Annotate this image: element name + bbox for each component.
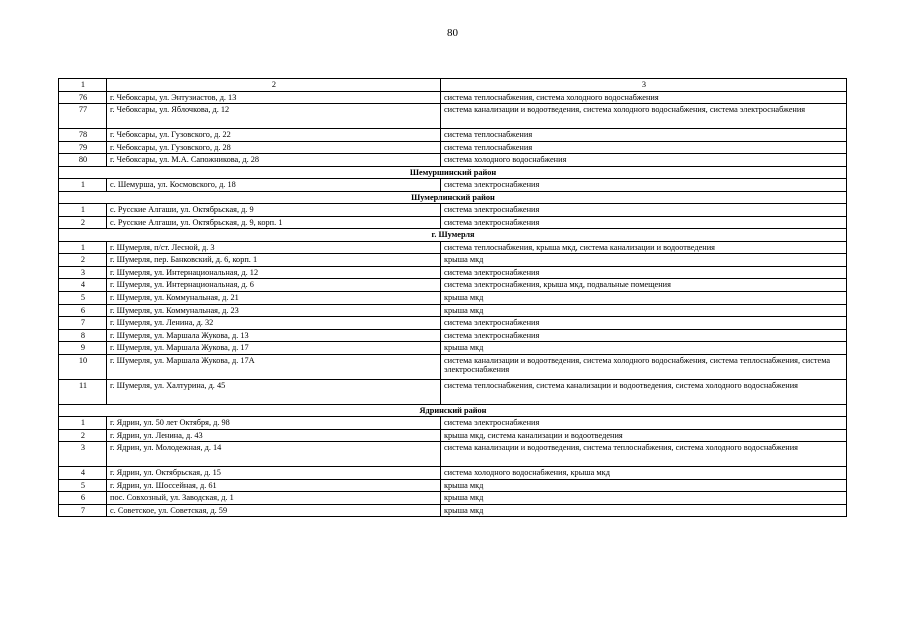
row-number: 10 — [59, 354, 107, 379]
address-cell: г. Ядрин, ул. Молодежная, д. 14 — [107, 442, 441, 467]
row-number: 11 — [59, 379, 107, 404]
table-row — [59, 354, 847, 379]
row-number: 8 — [59, 329, 107, 342]
row-number: 3 — [59, 266, 107, 279]
row-number: 1 — [59, 204, 107, 217]
row-number: 9 — [59, 342, 107, 355]
table-row — [59, 204, 847, 217]
table-row — [59, 216, 847, 229]
works-cell: система холодного водоснабжения, крыша мкд — [441, 467, 847, 480]
works-cell: крыша мкд — [441, 479, 847, 492]
table-row — [59, 304, 847, 317]
table-row — [59, 317, 847, 330]
address-cell: г. Чебоксары, ул. М.А. Сапожникова, д. 28 — [107, 154, 441, 167]
row-number: 7 — [59, 317, 107, 330]
table-row — [59, 429, 847, 442]
works-cell: крыша мкд — [441, 254, 847, 267]
address-cell: г. Шумерля, ул. Халтурина, д. 45 — [107, 379, 441, 404]
address-cell: г. Ядрин, ул. Ленина, д. 43 — [107, 429, 441, 442]
table-row — [59, 329, 847, 342]
table-row — [59, 104, 847, 129]
header-row — [59, 79, 847, 92]
table-row — [59, 254, 847, 267]
row-number: 1 — [59, 417, 107, 430]
row-number: 2 — [59, 254, 107, 267]
works-cell: система холодного водоснабжения — [441, 154, 847, 167]
section-row — [59, 404, 847, 417]
address-cell: пос. Совхозный, ул. Заводская, д. 1 — [107, 492, 441, 505]
address-cell: г. Чебоксары, ул. Энтузиастов, д. 13 — [107, 91, 441, 104]
works-cell: система теплоснабжения — [441, 129, 847, 142]
works-cell: система электроснабжения — [441, 329, 847, 342]
works-cell: система электроснабжения — [441, 179, 847, 192]
row-number: 3 — [59, 442, 107, 467]
address-cell: г. Шумерля, п/ст. Лесной, д. 3 — [107, 241, 441, 254]
section-title: г. Шумерля — [59, 229, 847, 242]
address-cell: г. Шумерля, ул. Маршала Жукова, д. 13 — [107, 329, 441, 342]
table-row — [59, 467, 847, 480]
address-cell: с. Русские Алгаши, ул. Октябрьская, д. 9 — [107, 204, 441, 217]
address-cell: г. Шумерля, ул. Маршала Жукова, д. 17 — [107, 342, 441, 355]
table-row — [59, 479, 847, 492]
works-cell: крыша мкд — [441, 342, 847, 355]
address-cell: г. Чебоксары, ул. Гузовского, д. 22 — [107, 129, 441, 142]
table-row — [59, 91, 847, 104]
works-cell: система электроснабжения — [441, 216, 847, 229]
table-body — [59, 79, 847, 517]
section-title: Шумерлинский район — [59, 191, 847, 204]
table-row — [59, 179, 847, 192]
row-number: 79 — [59, 141, 107, 154]
row-number: 5 — [59, 291, 107, 304]
section-row — [59, 229, 847, 242]
address-cell: г. Шумерля, ул. Интернациональная, д. 6 — [107, 279, 441, 292]
table-row — [59, 442, 847, 467]
works-cell: система электроснабжения — [441, 204, 847, 217]
works-cell: крыша мкд — [441, 492, 847, 505]
address-cell: г. Шумерля, ул. Коммунальная, д. 21 — [107, 291, 441, 304]
section-title: Шемуршинский район — [59, 166, 847, 179]
works-cell: крыша мкд, система канализации и водоотведения — [441, 429, 847, 442]
address-cell: с. Русские Алгаши, ул. Октябрьская, д. 9, корп. 1 — [107, 216, 441, 229]
section-row — [59, 166, 847, 179]
works-cell: крыша мкд — [441, 504, 847, 517]
header-cell-works: 3 — [441, 79, 847, 92]
table-row — [59, 504, 847, 517]
row-number: 7 — [59, 504, 107, 517]
row-number: 5 — [59, 479, 107, 492]
header-cell-address: 2 — [107, 79, 441, 92]
section-row — [59, 191, 847, 204]
table-row — [59, 129, 847, 142]
table-row — [59, 379, 847, 404]
page-number: 80 — [447, 27, 458, 39]
address-cell: г. Чебоксары, ул. Гузовского, д. 28 — [107, 141, 441, 154]
table-row — [59, 291, 847, 304]
row-number: 1 — [59, 179, 107, 192]
row-number: 78 — [59, 129, 107, 142]
works-cell: система канализации и водоотведения, система холодного водоснабжения, система теплоснабжения, система электроснабжения — [441, 354, 847, 379]
row-number: 80 — [59, 154, 107, 167]
works-cell: система электроснабжения — [441, 266, 847, 279]
row-number: 77 — [59, 104, 107, 129]
address-cell: с. Советское, ул. Советская, д. 59 — [107, 504, 441, 517]
works-cell: система электроснабжения, крыша мкд, подвальные помещения — [441, 279, 847, 292]
table-row — [59, 141, 847, 154]
address-cell: г. Шумерля, ул. Коммунальная, д. 23 — [107, 304, 441, 317]
address-cell: г. Шумерля, ул. Ленина, д. 32 — [107, 317, 441, 330]
address-cell: г. Чебоксары, ул. Яблочкова, д. 12 — [107, 104, 441, 129]
row-number: 4 — [59, 279, 107, 292]
repair-table — [58, 78, 847, 517]
header-cell-number: 1 — [59, 79, 107, 92]
address-cell: г. Шумерля, ул. Маршала Жукова, д. 17А — [107, 354, 441, 379]
works-cell: крыша мкд — [441, 291, 847, 304]
row-number: 2 — [59, 429, 107, 442]
row-number: 4 — [59, 467, 107, 480]
works-cell: система канализации и водоотведения, система теплоснабжения, система холодного водоснабжения — [441, 442, 847, 467]
address-cell: г. Ядрин, ул. 50 лет Октября, д. 98 — [107, 417, 441, 430]
row-number: 76 — [59, 91, 107, 104]
table-row — [59, 342, 847, 355]
table-row — [59, 241, 847, 254]
works-cell: крыша мкд — [441, 304, 847, 317]
address-cell: г. Шумерля, ул. Интернациональная, д. 12 — [107, 266, 441, 279]
row-number: 6 — [59, 492, 107, 505]
works-cell: система электроснабжения — [441, 317, 847, 330]
table-row — [59, 417, 847, 430]
works-cell: система электроснабжения — [441, 417, 847, 430]
works-cell: система теплоснабжения — [441, 141, 847, 154]
works-cell: система теплоснабжения, система холодного водоснабжения — [441, 91, 847, 104]
table-row — [59, 154, 847, 167]
address-cell: г. Ядрин, ул. Шоссейная, д. 61 — [107, 479, 441, 492]
table-row — [59, 279, 847, 292]
address-cell: г. Шумерля, пер. Банковский, д. 6, корп. 1 — [107, 254, 441, 267]
table-row — [59, 492, 847, 505]
section-title: Ядринский район — [59, 404, 847, 417]
address-cell: с. Шемурша, ул. Космовского, д. 18 — [107, 179, 441, 192]
row-number: 1 — [59, 241, 107, 254]
table-row — [59, 266, 847, 279]
address-cell: г. Ядрин, ул. Октябрьская, д. 15 — [107, 467, 441, 480]
works-cell: система канализации и водоотведения, система холодного водоснабжения, система электроснабжения — [441, 104, 847, 129]
row-number: 6 — [59, 304, 107, 317]
works-cell: система теплоснабжения, крыша мкд, система канализации и водоотведения — [441, 241, 847, 254]
works-cell: система теплоснабжения, система канализации и водоотведения, система холодного водоснабжения — [441, 379, 847, 404]
row-number: 2 — [59, 216, 107, 229]
